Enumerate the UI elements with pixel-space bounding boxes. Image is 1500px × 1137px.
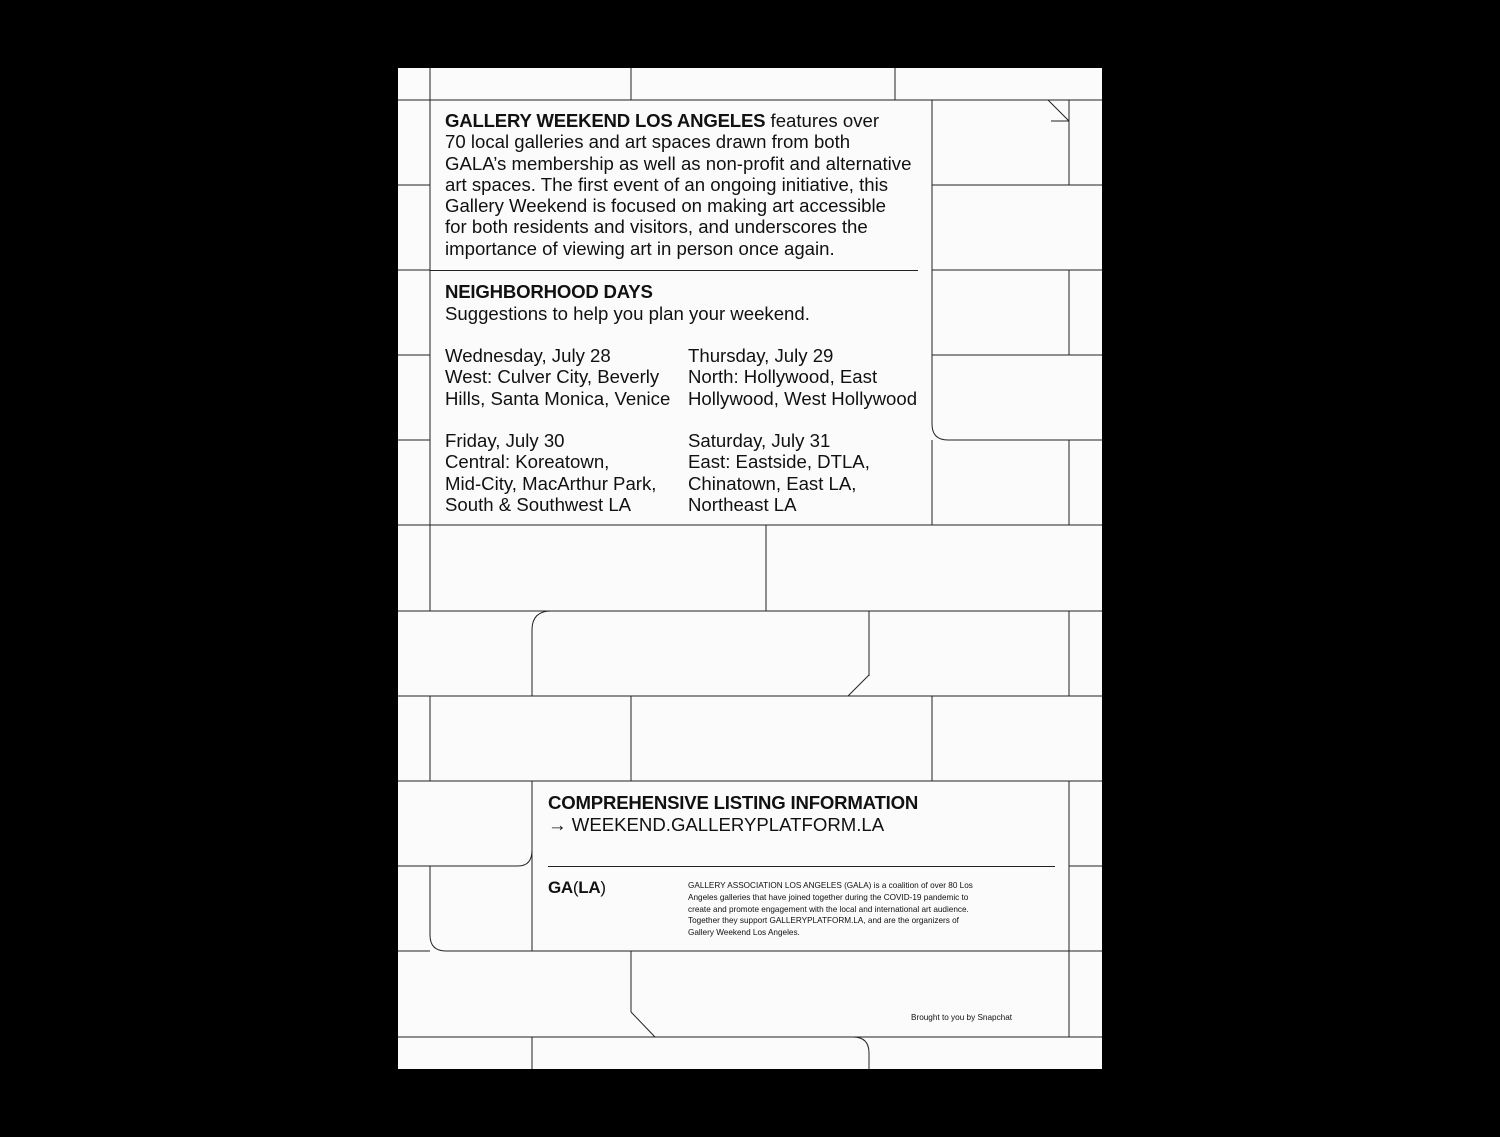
day-wednesday	[445, 345, 685, 409]
gala-description-line: Angeles galleries that have joined together during the COVID-19 pandemic to	[688, 892, 969, 902]
gala-description-line: Together they support GALLERYPLATFORM.LA, and are the organizers of	[688, 916, 959, 926]
day-area: South & Southwest LA	[445, 493, 632, 515]
gala-description-line: GALLERY ASSOCIATION LOS ANGELES (GALA) is a coalition of over 80 Los	[688, 881, 973, 890]
day-date: Thursday, July 29	[688, 345, 834, 366]
listing-title: COMPREHENSIVE LISTING INFORMATION	[548, 792, 919, 813]
intro-line: for both residents and visitors, and underscores the	[445, 216, 868, 238]
intro-line: art spaces. The first event of an ongoing initiative, this	[445, 173, 889, 195]
day-area: West: Culver City, Beverly	[445, 366, 660, 388]
day-area: Chinatown, East LA,	[688, 472, 857, 494]
gala-description	[688, 880, 1048, 939]
day-date: Friday, July 30	[445, 430, 565, 451]
logo-la: LA	[578, 878, 601, 897]
day-friday	[445, 430, 685, 515]
logo-ga: GA	[548, 878, 573, 897]
intro-line: Gallery Weekend is focused on making art accessible	[445, 195, 886, 217]
day-saturday	[688, 430, 928, 515]
day-area: Northeast LA	[688, 493, 797, 515]
neighborhood-title: NEIGHBORHOOD DAYS	[445, 281, 653, 302]
logo-paren: (	[572, 878, 579, 897]
day-date: Wednesday, July 28	[445, 345, 611, 366]
day-area: Hollywood, West Hollywood	[688, 387, 918, 409]
intro-line: importance of viewing art in person once again.	[445, 237, 835, 259]
divider	[548, 866, 1055, 867]
listing-url[interactable]: WEEKEND.GALLERYPLATFORM.LA	[571, 814, 885, 835]
intro-lead: GALLERY WEEKEND LOS ANGELES	[445, 110, 766, 131]
day-area: Mid-City, MacArthur Park,	[445, 472, 657, 494]
day-date: Saturday, July 31	[688, 430, 831, 451]
intro-line: 70 local galleries and art spaces drawn from both	[445, 131, 851, 153]
day-thursday	[688, 345, 928, 409]
day-area: North: Hollywood, East	[688, 366, 878, 388]
neighborhood-subtitle: Suggestions to help you plan your weekend.	[445, 303, 810, 324]
poster-page	[398, 68, 1102, 1069]
gala-description-line: create and promote engagement with the local and international art audience.	[688, 904, 969, 914]
divider	[430, 270, 918, 271]
day-area: Central: Koreatown,	[445, 451, 610, 473]
intro-line: GALA’s membership as well as non-profit and alternative	[445, 152, 912, 174]
arrow-right-icon: →	[548, 814, 567, 835]
gala-logo	[548, 877, 606, 899]
sponsor-credit: Brought to you by Snapchat	[911, 1013, 1013, 1022]
gala-description-line: Gallery Weekend Los Angeles.	[688, 928, 800, 938]
day-area: East: Eastside, DTLA,	[688, 451, 870, 473]
day-area: Hills, Santa Monica, Venice	[445, 387, 671, 409]
logo-paren: )	[600, 878, 606, 897]
intro-paragraph	[445, 110, 923, 259]
intro-line: features over	[765, 110, 880, 131]
listing-url-link[interactable]	[548, 814, 884, 835]
